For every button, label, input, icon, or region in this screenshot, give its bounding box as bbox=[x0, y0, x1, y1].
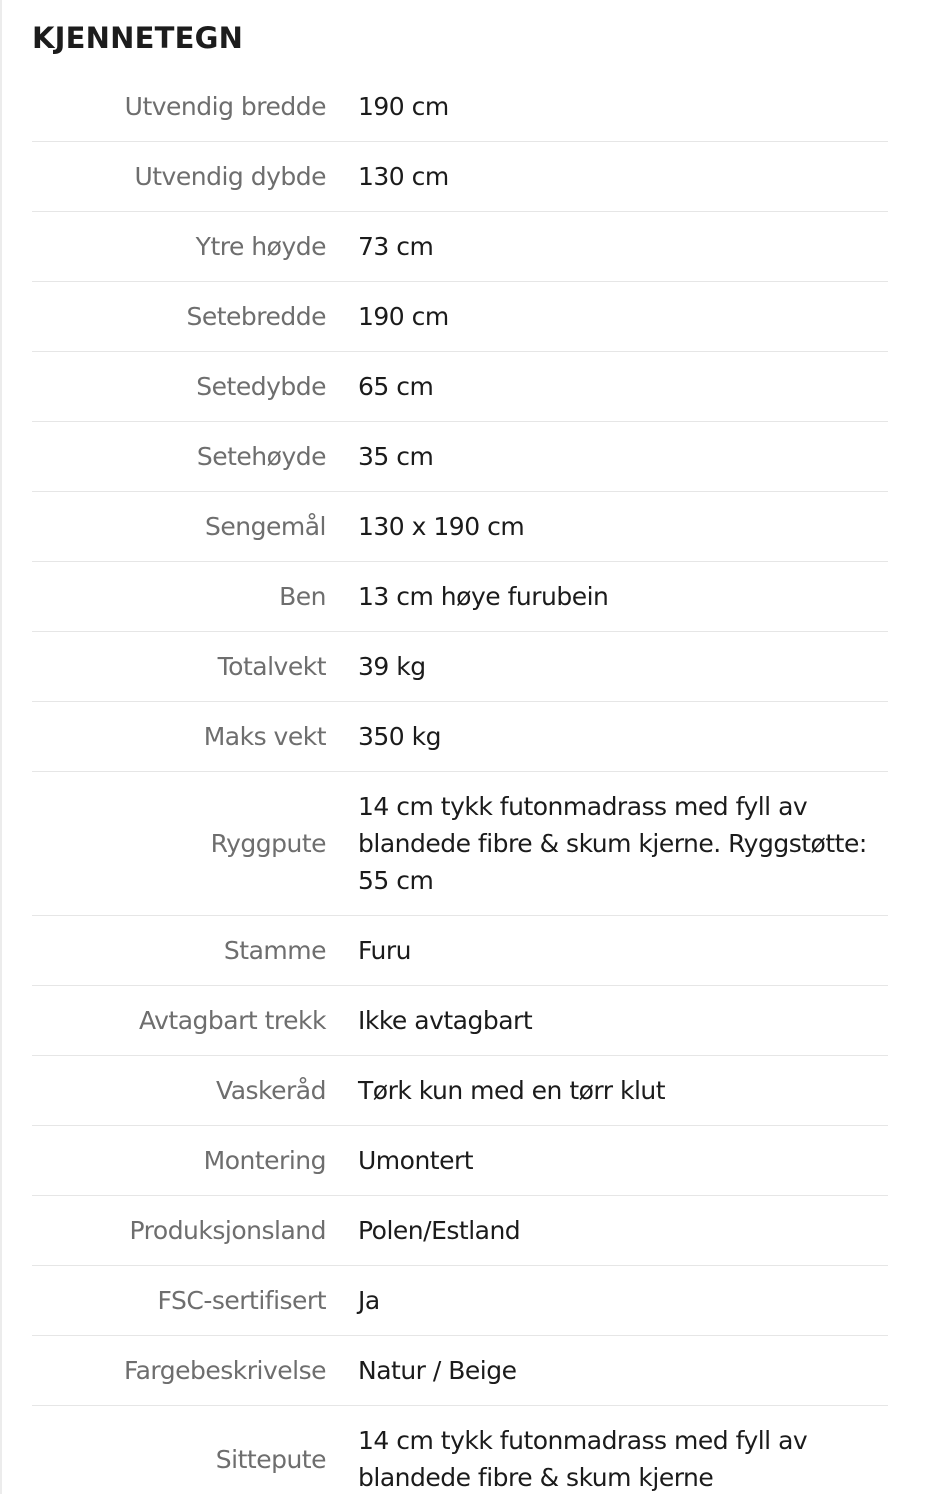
spec-row-ytre-hoyde bbox=[32, 212, 888, 282]
spec-label: Produksjonsland bbox=[129, 1216, 326, 1245]
spec-label: Ryggpute bbox=[210, 829, 326, 858]
spec-value: 130 x 190 cm bbox=[358, 512, 525, 541]
spec-label: Utvendig dybde bbox=[134, 162, 326, 191]
spec-value: Natur / Beige bbox=[358, 1356, 517, 1385]
spec-label: Setebredde bbox=[186, 302, 326, 331]
spec-row-ben bbox=[32, 562, 888, 632]
spec-label: Avtagbart trekk bbox=[138, 1006, 326, 1035]
spec-value: 190 cm bbox=[358, 92, 449, 121]
spec-row-ryggpute bbox=[32, 772, 888, 916]
spec-row-stamme bbox=[32, 916, 888, 986]
spec-value: Umontert bbox=[358, 1146, 474, 1175]
spec-row-setebredde bbox=[32, 282, 888, 352]
spec-row-produksjonsland bbox=[32, 1196, 888, 1266]
spec-label: Vaskeråd bbox=[216, 1076, 326, 1105]
spec-value: 39 kg bbox=[358, 652, 426, 681]
spec-value: 350 kg bbox=[358, 722, 442, 751]
spec-value: 14 cm tykk futonmadrass med fyll av blandede fibre & skum kjerne bbox=[358, 1426, 808, 1492]
spec-row-totalvekt bbox=[32, 632, 888, 702]
spec-row-sengemal bbox=[32, 492, 888, 562]
spec-value: 35 cm bbox=[358, 442, 434, 471]
spec-value: Ikke avtagbart bbox=[358, 1006, 533, 1035]
spec-row-maks-vekt bbox=[32, 702, 888, 772]
spec-label: Fargebeskrivelse bbox=[124, 1356, 326, 1385]
spec-label: Totalvekt bbox=[217, 652, 326, 681]
spec-value: Furu bbox=[358, 936, 411, 965]
spec-row-montering bbox=[32, 1126, 888, 1196]
spec-row-setehoyde bbox=[32, 422, 888, 492]
spec-value: 65 cm bbox=[358, 372, 434, 401]
spec-label: Utvendig bredde bbox=[124, 92, 326, 121]
spec-value: Ja bbox=[358, 1286, 380, 1315]
spec-table bbox=[32, 72, 888, 1512]
spec-row-vaskerad bbox=[32, 1056, 888, 1126]
spec-label: Ytre høyde bbox=[195, 232, 326, 261]
specifications-section bbox=[32, 0, 888, 1512]
spec-row-fargebeskrivelse bbox=[32, 1336, 888, 1406]
spec-value: Polen/Estland bbox=[358, 1216, 521, 1245]
spec-label: Stamme bbox=[223, 936, 326, 965]
spec-value: Tørk kun med en tørr klut bbox=[358, 1076, 666, 1105]
spec-row-utvendig-dybde bbox=[32, 142, 888, 212]
spec-label: Setedybde bbox=[196, 372, 326, 401]
spec-value: 190 cm bbox=[358, 302, 449, 331]
spec-label: Maks vekt bbox=[203, 722, 326, 751]
spec-label: Ben bbox=[279, 582, 326, 611]
spec-value: 130 cm bbox=[358, 162, 449, 191]
spec-label: Montering bbox=[203, 1146, 326, 1175]
spec-value: 14 cm tykk futonmadrass med fyll av blandede fibre & skum kjerne. Ryggstøtte: 55 cm bbox=[358, 792, 867, 895]
spec-row-sittepute bbox=[32, 1406, 888, 1512]
spec-row-avtagbart-trekk bbox=[32, 986, 888, 1056]
spec-row-utvendig-bredde bbox=[32, 72, 888, 142]
section-title: KJENNETEGN bbox=[32, 21, 244, 55]
spec-value: 13 cm høye furubein bbox=[358, 582, 609, 611]
spec-value: 73 cm bbox=[358, 232, 434, 261]
spec-label: Sengemål bbox=[205, 512, 326, 541]
spec-label: Sittepute bbox=[215, 1444, 326, 1474]
spec-row-setedybde bbox=[32, 352, 888, 422]
spec-row-fsc-sertifisert bbox=[32, 1266, 888, 1336]
spec-label: Setehøyde bbox=[196, 442, 326, 471]
spec-label: FSC-sertifisert bbox=[157, 1286, 326, 1315]
